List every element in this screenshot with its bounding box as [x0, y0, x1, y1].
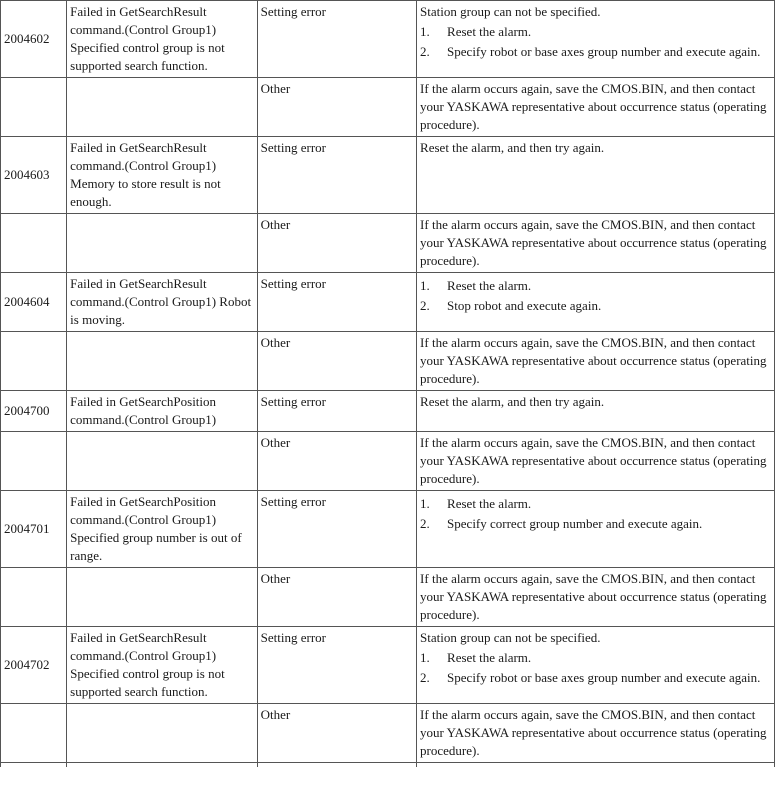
list-number: 2. — [420, 516, 430, 531]
alarm-code-cell: 2004702 — [1, 627, 67, 704]
alarm-code-cell-empty — [1, 704, 67, 763]
list-number: 1. — [420, 278, 430, 293]
cause-cell: Setting error — [257, 273, 416, 332]
cause-cell: Other — [257, 568, 416, 627]
list-item — [420, 277, 771, 295]
remedy-cell — [417, 137, 775, 214]
cause-cell: Setting error — [257, 1, 416, 78]
list-number: 2. — [420, 670, 430, 685]
remedy-cell: If the alarm occurs again, save the CMOS.BIN, and then contact your YASKAWA representative about occurrence status (operating procedure). — [417, 568, 775, 627]
cause-cell: Other — [257, 432, 416, 491]
remedy-cell — [417, 391, 775, 432]
table-row — [1, 704, 775, 763]
list-number: 1. — [420, 650, 430, 665]
list-item-text: Specify robot or base axes group number and execute again. — [447, 670, 761, 685]
table-row — [1, 1, 775, 78]
alarm-message-cell-empty — [67, 214, 257, 273]
remedy-text: Station group can not be specified. — [420, 4, 601, 19]
remedy-cell — [417, 273, 775, 332]
alarm-code-cell-empty — [1, 432, 67, 491]
cause-cell: Setting error — [257, 391, 416, 432]
list-number: 1. — [420, 24, 430, 39]
alarm-message-cell-empty — [67, 78, 257, 137]
cause-cell: Setting error — [257, 137, 416, 214]
table-row — [1, 491, 775, 568]
remedy-cell: If the alarm occurs again, save the CMOS.BIN, and then contact your YASKAWA representative about occurrence status (operating procedure). — [417, 432, 775, 491]
alarm-table-body — [1, 1, 775, 768]
alarm-code-cell-empty — [1, 214, 67, 273]
alarm-message-cell: Failed in GetSearchResult command.(Control Group1) Robot is moving. — [67, 273, 257, 332]
alarm-code-cell: 2004701 — [1, 491, 67, 568]
list-item-text: Reset the alarm. — [447, 650, 532, 665]
list-item — [420, 43, 771, 61]
alarm-code-cell-empty — [1, 78, 67, 137]
alarm-code-cell-empty — [1, 332, 67, 391]
table-row — [1, 432, 775, 491]
alarm-message-cell: Failed in GetSearchPosition command.(Control Group1) Specified group number is out of range. — [67, 491, 257, 568]
alarm-message-cell-empty — [67, 704, 257, 763]
table-row — [1, 568, 775, 627]
list-item — [420, 23, 771, 41]
list-item-text: Specify robot or base axes group number and execute again. — [447, 44, 761, 59]
remedy-text: Reset the alarm, and then try again. — [420, 140, 605, 155]
remedy-cell — [417, 627, 775, 704]
cause-cell: Other — [257, 78, 416, 137]
list-item — [420, 297, 771, 315]
list-item — [420, 515, 771, 533]
remedy-text: Reset the alarm, and then try again. — [420, 394, 605, 409]
list-number: 1. — [420, 496, 430, 511]
alarm-code-cell: 2004603 — [1, 137, 67, 214]
alarm-code-cell: 2004604 — [1, 273, 67, 332]
alarm-code-cell: 2004700 — [1, 391, 67, 432]
table-row — [1, 137, 775, 214]
list-number: 2. — [420, 44, 430, 59]
remedy-cell: If the alarm occurs again, save the CMOS.BIN, and then contact your YASKAWA representative about occurrence status (operating procedure). — [417, 332, 775, 391]
cause-cell: Setting error — [257, 491, 416, 568]
continuation-cell — [257, 763, 416, 768]
continuation-cell — [417, 763, 775, 768]
table-row — [1, 273, 775, 332]
alarm-message-cell: Failed in GetSearchResult command.(Control Group1) Specified control group is not supported search function. — [67, 627, 257, 704]
alarm-message-cell-empty — [67, 568, 257, 627]
remedy-cell: If the alarm occurs again, save the CMOS.BIN, and then contact your YASKAWA representative about occurrence status (operating procedure). — [417, 214, 775, 273]
continuation-cell — [1, 763, 67, 768]
list-item-text: Reset the alarm. — [447, 24, 532, 39]
list-item — [420, 649, 771, 667]
remedy-cell: If the alarm occurs again, save the CMOS.BIN, and then contact your YASKAWA representative about occurrence status (operating procedure). — [417, 78, 775, 137]
remedy-cell — [417, 1, 775, 78]
continuation-cell — [67, 763, 257, 768]
table-row — [1, 391, 775, 432]
alarm-message-cell-empty — [67, 332, 257, 391]
cause-cell: Other — [257, 704, 416, 763]
alarm-message-cell: Failed in GetSearchResult command.(Control Group1) Specified control group is not supported search function. — [67, 1, 257, 78]
cause-cell: Other — [257, 214, 416, 273]
alarm-code-cell: 2004602 — [1, 1, 67, 78]
alarm-message-cell: Failed in GetSearchResult command.(Control Group1) Memory to store result is not enough. — [67, 137, 257, 214]
table-row — [1, 332, 775, 391]
alarm-code-cell-empty — [1, 568, 67, 627]
list-item — [420, 669, 771, 687]
list-number: 2. — [420, 298, 430, 313]
alarm-message-cell-empty — [67, 432, 257, 491]
remedy-cell: If the alarm occurs again, save the CMOS.BIN, and then contact your YASKAWA representative about occurrence status (operating procedure). — [417, 704, 775, 763]
remedy-cell — [417, 491, 775, 568]
table-row — [1, 214, 775, 273]
list-item-text: Specify correct group number and execute again. — [447, 516, 703, 531]
table-row — [1, 78, 775, 137]
list-item-text: Stop robot and execute again. — [447, 298, 602, 313]
table-row — [1, 627, 775, 704]
list-item-text: Reset the alarm. — [447, 278, 532, 293]
list-item-text: Reset the alarm. — [447, 496, 532, 511]
list-item — [420, 495, 771, 513]
remedy-text: Station group can not be specified. — [420, 630, 601, 645]
table-row-continuation — [1, 763, 775, 768]
cause-cell: Other — [257, 332, 416, 391]
cause-cell: Setting error — [257, 627, 416, 704]
alarm-message-cell: Failed in GetSearchPosition command.(Control Group1) — [67, 391, 257, 432]
